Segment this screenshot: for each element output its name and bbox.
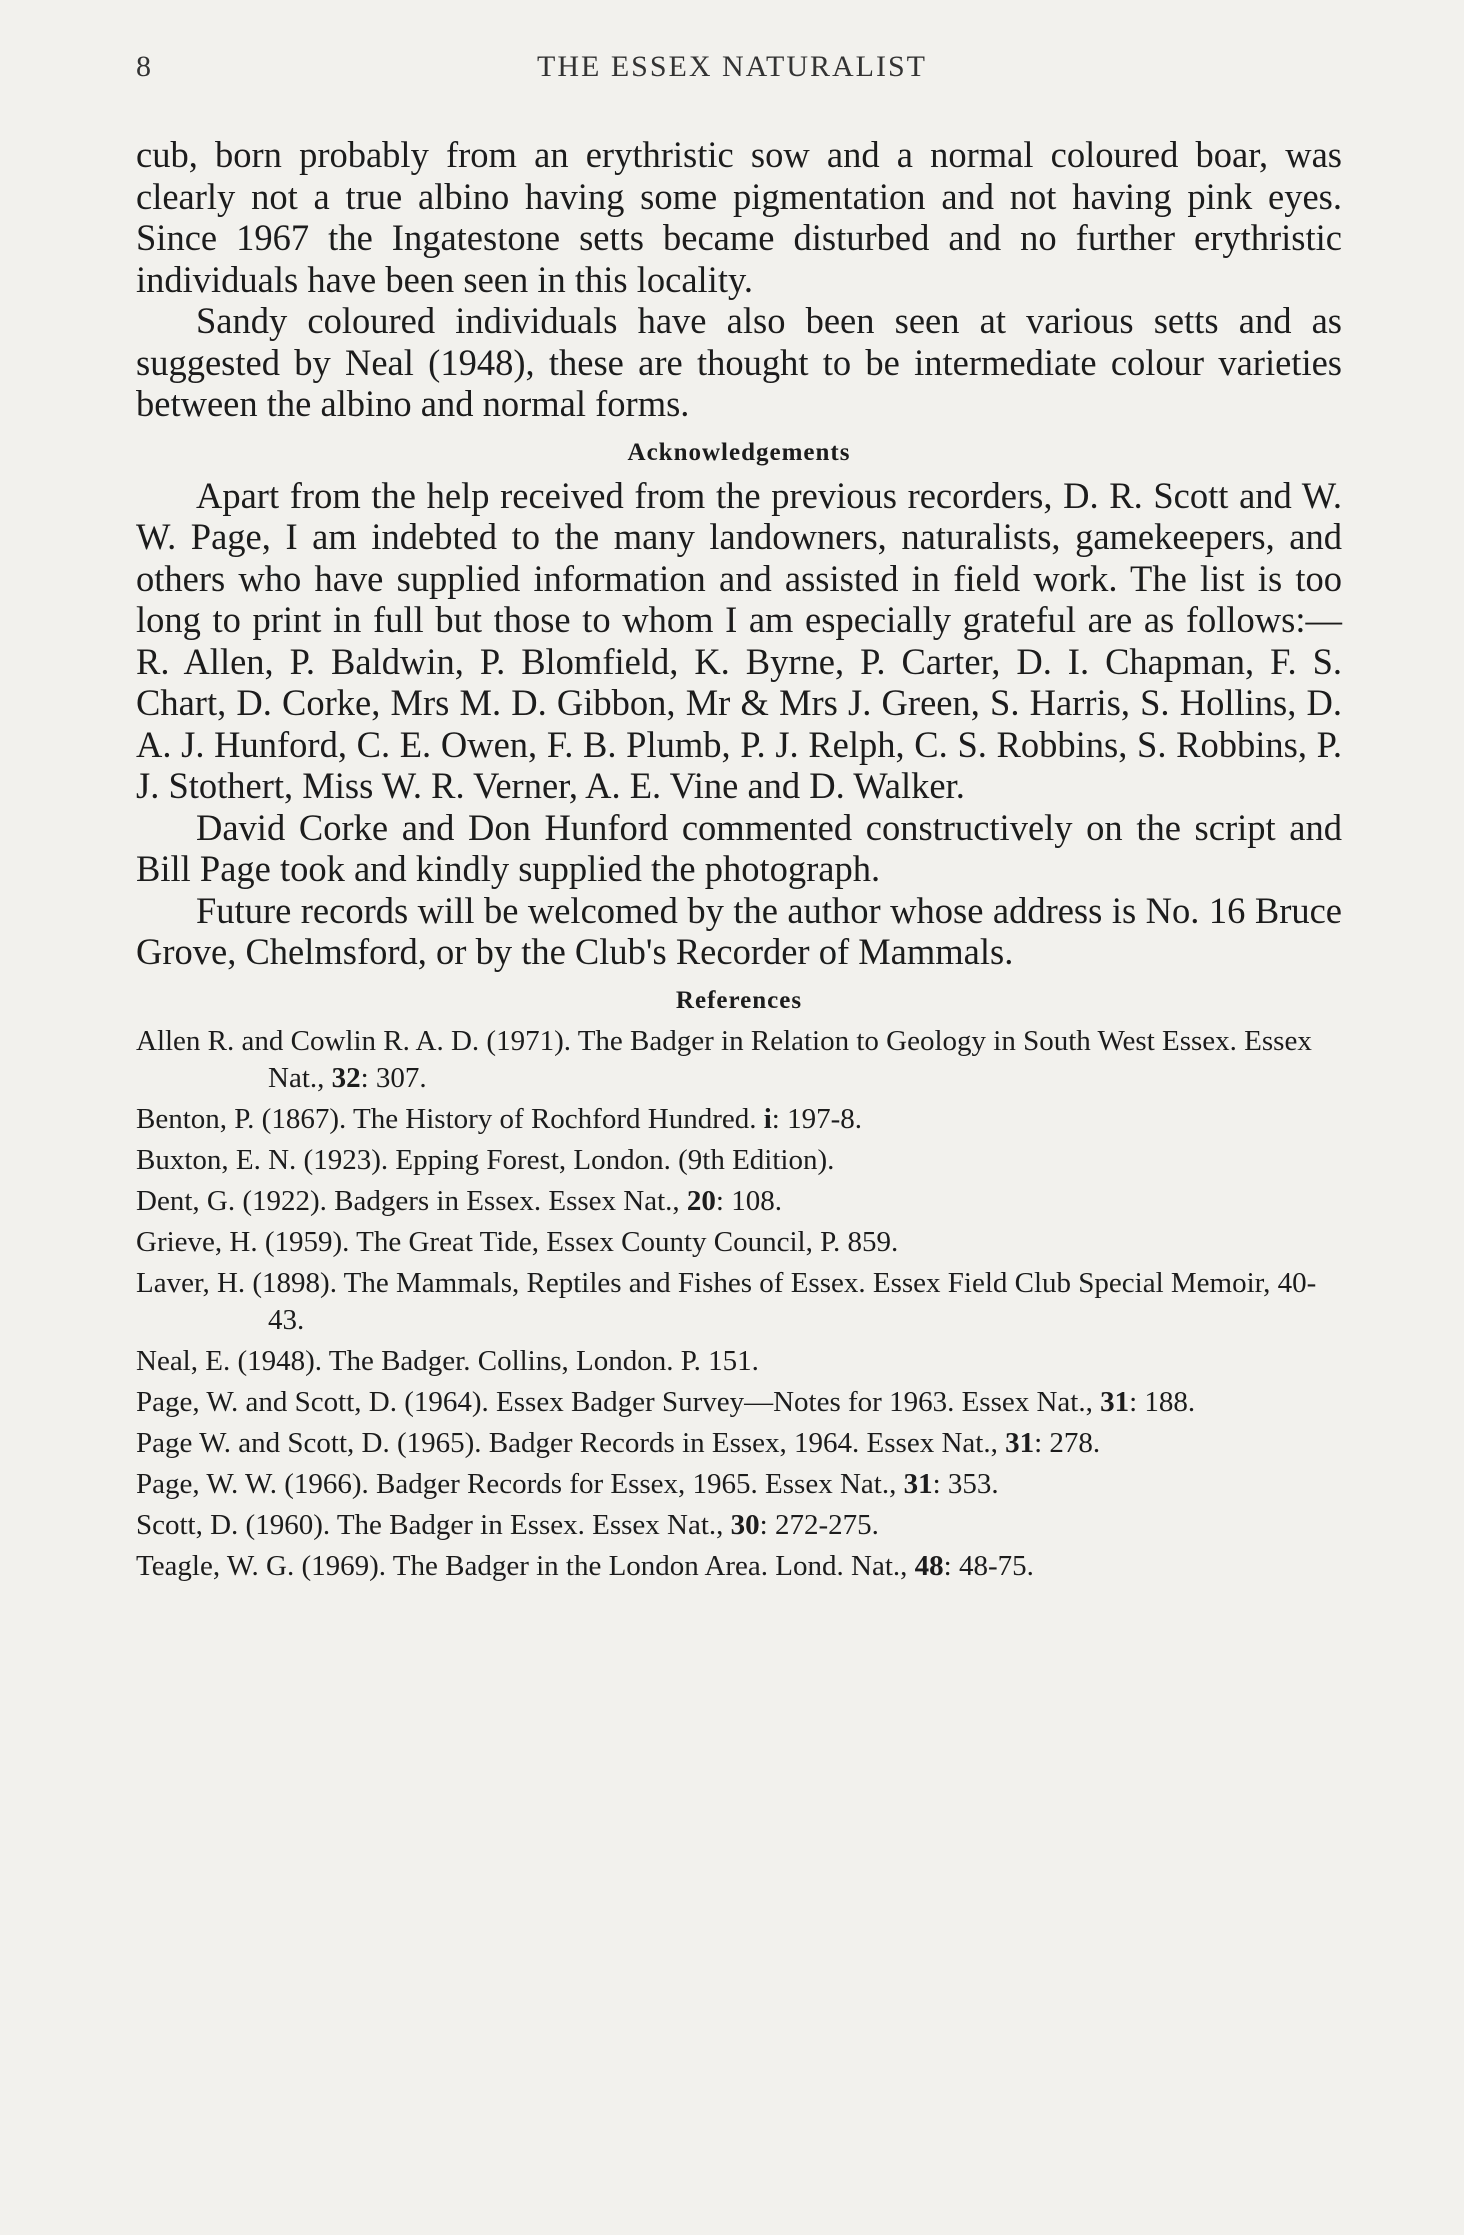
reference-item: Grieve, H. (1959). The Great Tide, Essex County Council, P. 859. [136,1225,899,1258]
reference-item: Allen R. and Cowlin R. A. D. (1971). The Badger in Relation to Geology in South West Essex. Essex Nat., 32: 307. [136,1024,1312,1094]
reference-item: Dent, G. (1922). Badgers in Essex. Essex Nat., 20: 108. [136,1184,782,1217]
reference-item: Teagle, W. G. (1969). The Badger in the London Area. Lond. Nat., 48: 48-75. [136,1549,1034,1582]
reference-item: Benton, P. (1867). The History of Rochford Hundred. i: 197-8. [136,1102,863,1135]
paragraph: Sandy coloured individuals have also been seen at various setts and as suggested by Neal (1948), these are thought to be intermediate colour varieties between the albino and normal forms. [136,300,1342,424]
acknowledgements-heading: Acknowledgements [627,438,851,466]
article-body [136,134,1342,1589]
references-heading: References [675,986,803,1014]
page-header [0,50,1464,90]
reference-item: Page, W. W. (1966). Badger Records for Essex, 1965. Essex Nat., 31: 353. [136,1467,999,1500]
acknowledgements-paragraph: Apart from the help received from the previous recorders, D. R. Scott and W. W. Page, I am indebted to the many landowners, naturalists, gamekeepers, and others who have supplied information and assisted in field work. The list is too long to print in full but those to whom I am especially grateful are as follows:— R. Allen, P. Baldwin, P. Blomfield, K. Byrne, P. Carter, D. I. Chapman, F. S. Chart, D. Corke, Mrs M. D. Gibbon, Mr & Mrs J. Green, S. Harris, S. Hollins, D. A. J. Hunford, C. E. Owen, F. B. Plumb, P. J. Relph, C. S. Robbins, S. Robbins, P. J. Stothert, Miss W. R. Verner, A. E. Vine and D. Walker. [136,474,1342,806]
references-list [136,1023,1342,1585]
reference-item: Laver, H. (1898). The Mammals, Reptiles and Fishes of Essex. Essex Field Club Special Memoir, 40-43. [136,1266,1317,1336]
reference-item: Scott, D. (1960). The Badger in Essex. Essex Nat., 30: 272-275. [136,1508,879,1541]
acknowledgements-paragraph: David Corke and Don Hunford commented constructively on the script and Bill Page took and kindly supplied the photograph. [136,806,1342,889]
reference-item: Neal, E. (1948). The Badger. Collins, London. P. 151. [136,1344,759,1377]
reference-item: Page W. and Scott, D. (1965). Badger Records in Essex, 1964. Essex Nat., 31: 278. [136,1426,1101,1459]
reference-item: Page, W. and Scott, D. (1964). Essex Badger Survey—Notes for 1963. Essex Nat., 31: 188. [136,1385,1196,1418]
running-title: THE ESSEX NATURALIST [537,50,927,83]
page-number: 8 [136,50,152,83]
reference-item: Buxton, E. N. (1923). Epping Forest, London. (9th Edition). [136,1143,835,1176]
paragraph: cub, born probably from an erythristic sow and a normal coloured boar, was clearly not a true albino having some pigmentation and not having pink eyes. Since 1967 the Ingatestone setts became disturbed and no further erythristic individuals have been seen in this locality. [136,134,1342,300]
acknowledgements-paragraph: Future records will be welcomed by the author whose address is No. 16 Bruce Grove, Chelmsford, or by the Club's Recorder of Mammals. [136,889,1342,972]
